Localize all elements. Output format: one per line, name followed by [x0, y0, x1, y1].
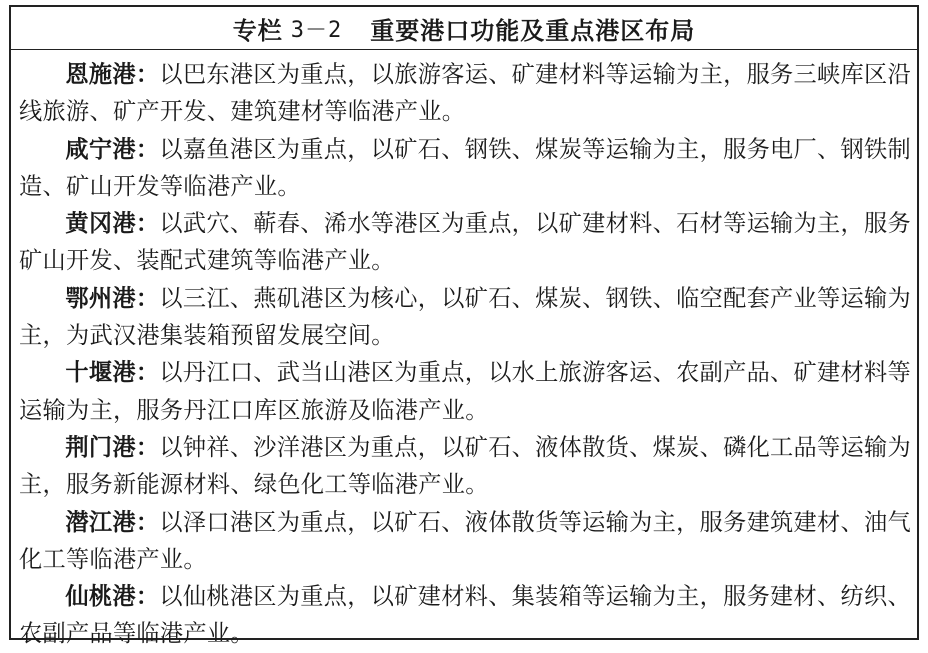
port-separator: ：: [135, 508, 160, 536]
port-separator: ：: [135, 433, 160, 461]
column-prefix: 专栏: [232, 16, 283, 45]
port-name: 咸宁港: [65, 135, 136, 163]
column-title: 重要港口功能及重点港区布局: [370, 16, 696, 45]
port-name: 潜江港: [65, 508, 136, 536]
column-header: [11, 7, 917, 50]
port-description: 以三江、燕矶港区为核心，以矿石、煤炭、钢铁、临空配套产业等运输为主，为武汉港集装箱预留发展空间。: [19, 284, 911, 350]
port-paragraph-jingmen: [19, 429, 911, 504]
port-separator: ：: [135, 61, 160, 88]
port-description: 以嘉鱼港区为重点，以矿石、钢铁、煤炭等运输为主，服务电厂、钢铁制造、矿山开发等临港产业。: [19, 135, 911, 200]
port-name: 荆门港: [65, 433, 136, 461]
port-description: 以巴东港区为重点，以旅游客运、矿建材料等运输为主，服务三峡库区沿线旅游、矿产开发、建筑建材等临港产业。: [19, 61, 911, 126]
port-description: 以钟祥、沙洋港区为重点，以矿石、液体散货、煤炭、磷化工品等运输为主，服务新能源材料、绿色化工等临港产业。: [19, 433, 911, 499]
port-name: 鄂州港: [65, 284, 136, 312]
port-paragraph-xiantao: [19, 578, 911, 653]
port-separator: ：: [135, 135, 160, 163]
column-content: [11, 50, 917, 653]
port-paragraph-huanggang: [19, 205, 911, 280]
port-paragraph-enshi: [19, 56, 911, 131]
port-name: 仙桃港: [65, 583, 136, 611]
port-paragraph-qianjiang: [19, 504, 911, 579]
port-paragraph-ezhou: [19, 280, 911, 355]
port-description: 以仙桃港区为重点，以矿建材料、集装箱等运输为主，服务建材、纺织、农副产品等临港产业。: [19, 583, 911, 648]
port-name: 黄冈港: [65, 210, 136, 238]
port-name: 十堰港: [65, 359, 136, 387]
port-paragraph-shiyan: [19, 354, 911, 429]
port-paragraph-xianning: [19, 131, 911, 206]
port-separator: ：: [135, 359, 160, 387]
port-description: 以丹江口、武当山港区为重点，以水上旅游客运、农副产品、矿建材料等运输为主，服务丹江口库区旅游及临港产业。: [19, 359, 911, 424]
port-separator: ：: [135, 210, 160, 238]
port-description: 以武穴、蕲春、浠水等港区为重点，以矿建材料、石材等运输为主，服务矿山开发、装配式建筑等临港产业。: [19, 210, 911, 275]
port-name: 恩施港: [65, 61, 136, 88]
port-separator: ：: [135, 284, 160, 312]
port-separator: ：: [135, 583, 160, 611]
column-box: [9, 5, 919, 648]
column-number: 3－2: [290, 17, 343, 43]
port-description: 以泽口港区为重点，以矿石、液体散货等运输为主，服务建筑建材、油气化工等临港产业。: [19, 508, 911, 573]
